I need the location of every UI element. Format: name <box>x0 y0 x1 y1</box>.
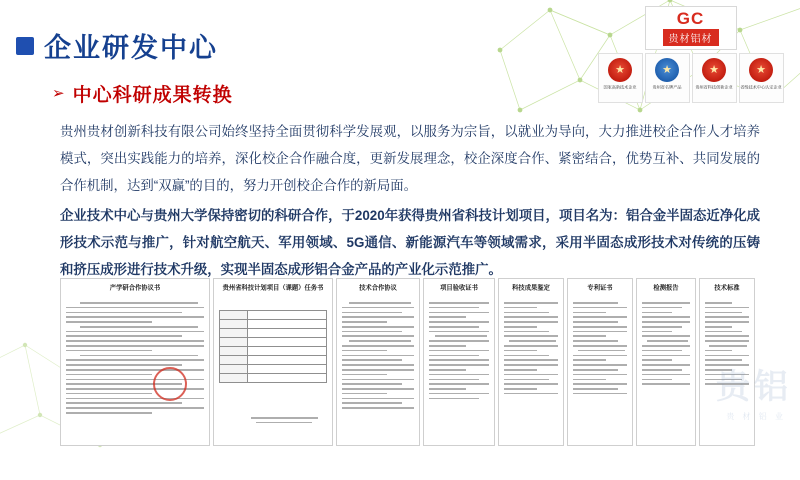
logo-mark-text: GC <box>676 9 705 28</box>
document-body-lines <box>219 417 327 423</box>
page-title-text: 企业研发中心 <box>44 33 218 63</box>
document-thumbnail[interactable] <box>498 278 564 446</box>
document-thumbnail[interactable] <box>213 278 333 446</box>
document-title: 技术标准 <box>714 284 740 291</box>
certificate-label: 贵州省科技创新企业 <box>695 85 733 90</box>
document-body-lines <box>642 302 690 385</box>
document-thumbnail[interactable] <box>699 278 755 446</box>
paragraph-cooperation: 贵州贵材创新科技有限公司始终坚持全面贯彻科学发展观，以服务为宗旨，以就业为导向，大力推进校企合作人才培养模式，突出实践能力的培养，深化校企合作融合度，更新发展理念，校企深度合作、紧密结合，优势互补、共同发展的合作机制，达到“双赢”的目的，努力开创校企合作的新局面。 <box>60 124 760 193</box>
document-body-lines <box>705 302 749 385</box>
document-thumbnail[interactable] <box>336 278 420 446</box>
document-thumbnail[interactable] <box>423 278 495 446</box>
company-logo-block <box>594 6 787 103</box>
document-thumbnail[interactable] <box>60 278 210 446</box>
document-thumbnail-strip <box>60 278 740 446</box>
seal-icon <box>702 58 726 82</box>
arrow-bullet-icon: ➢ <box>52 85 65 102</box>
watermark-subtext: 贵 材 铝 业 <box>726 412 786 421</box>
page-title <box>16 26 218 65</box>
certificate-label: 贵州省名牌产品 <box>652 85 682 90</box>
document-title: 项目验收证书 <box>440 284 478 291</box>
certificate-label: 省级技术中心认定企业 <box>740 85 782 90</box>
document-title: 贵州省科技计划项目（课题）任务书 <box>222 284 324 291</box>
document-body-lines <box>429 302 489 399</box>
certificate-badge <box>739 53 784 103</box>
document-thumbnail[interactable] <box>567 278 633 446</box>
certificate-badge <box>598 53 643 103</box>
certificate-row <box>594 53 787 103</box>
document-title: 专利证书 <box>587 284 613 291</box>
document-body-lines <box>66 302 204 414</box>
section-heading-text: 中心科研成果转换 <box>72 85 233 106</box>
company-logo <box>645 6 737 50</box>
document-form-table <box>219 310 327 383</box>
document-title: 科技成果鉴定 <box>512 284 550 291</box>
seal-icon <box>749 58 773 82</box>
certificate-badge <box>645 53 690 103</box>
document-body-lines <box>342 302 414 409</box>
certificate-badge <box>692 53 737 103</box>
paragraph-project: 企业技术中心与贵州大学保持密切的科研合作，于2020年获得贵州省科技计划项目，项目名为：铝合金半固态近净化成形技术示范与推广，针对航空航天、军用领域、5G通信、新能源汽车等领域需求，采用半固态成形技术对传统的压铸和挤压成形进行技术升级，实现半固态成形铝合金产品的产业化示范推广。 <box>60 208 760 277</box>
seal-icon <box>608 58 632 82</box>
certificate-label: 国家高新技术企业 <box>603 85 637 90</box>
document-title: 检测报告 <box>653 284 679 291</box>
document-body-lines <box>573 302 627 394</box>
red-seal-stamp-icon <box>153 367 187 401</box>
document-body-lines <box>504 302 558 394</box>
document-thumbnail[interactable] <box>636 278 696 446</box>
document-title: 技术合作协议 <box>359 284 397 291</box>
section-heading <box>52 80 233 107</box>
logo-name-text: 贵材铝材 <box>663 29 719 46</box>
seal-icon <box>655 58 679 82</box>
title-bullet-icon <box>16 37 34 55</box>
document-title: 产学研合作协议书 <box>109 284 161 291</box>
